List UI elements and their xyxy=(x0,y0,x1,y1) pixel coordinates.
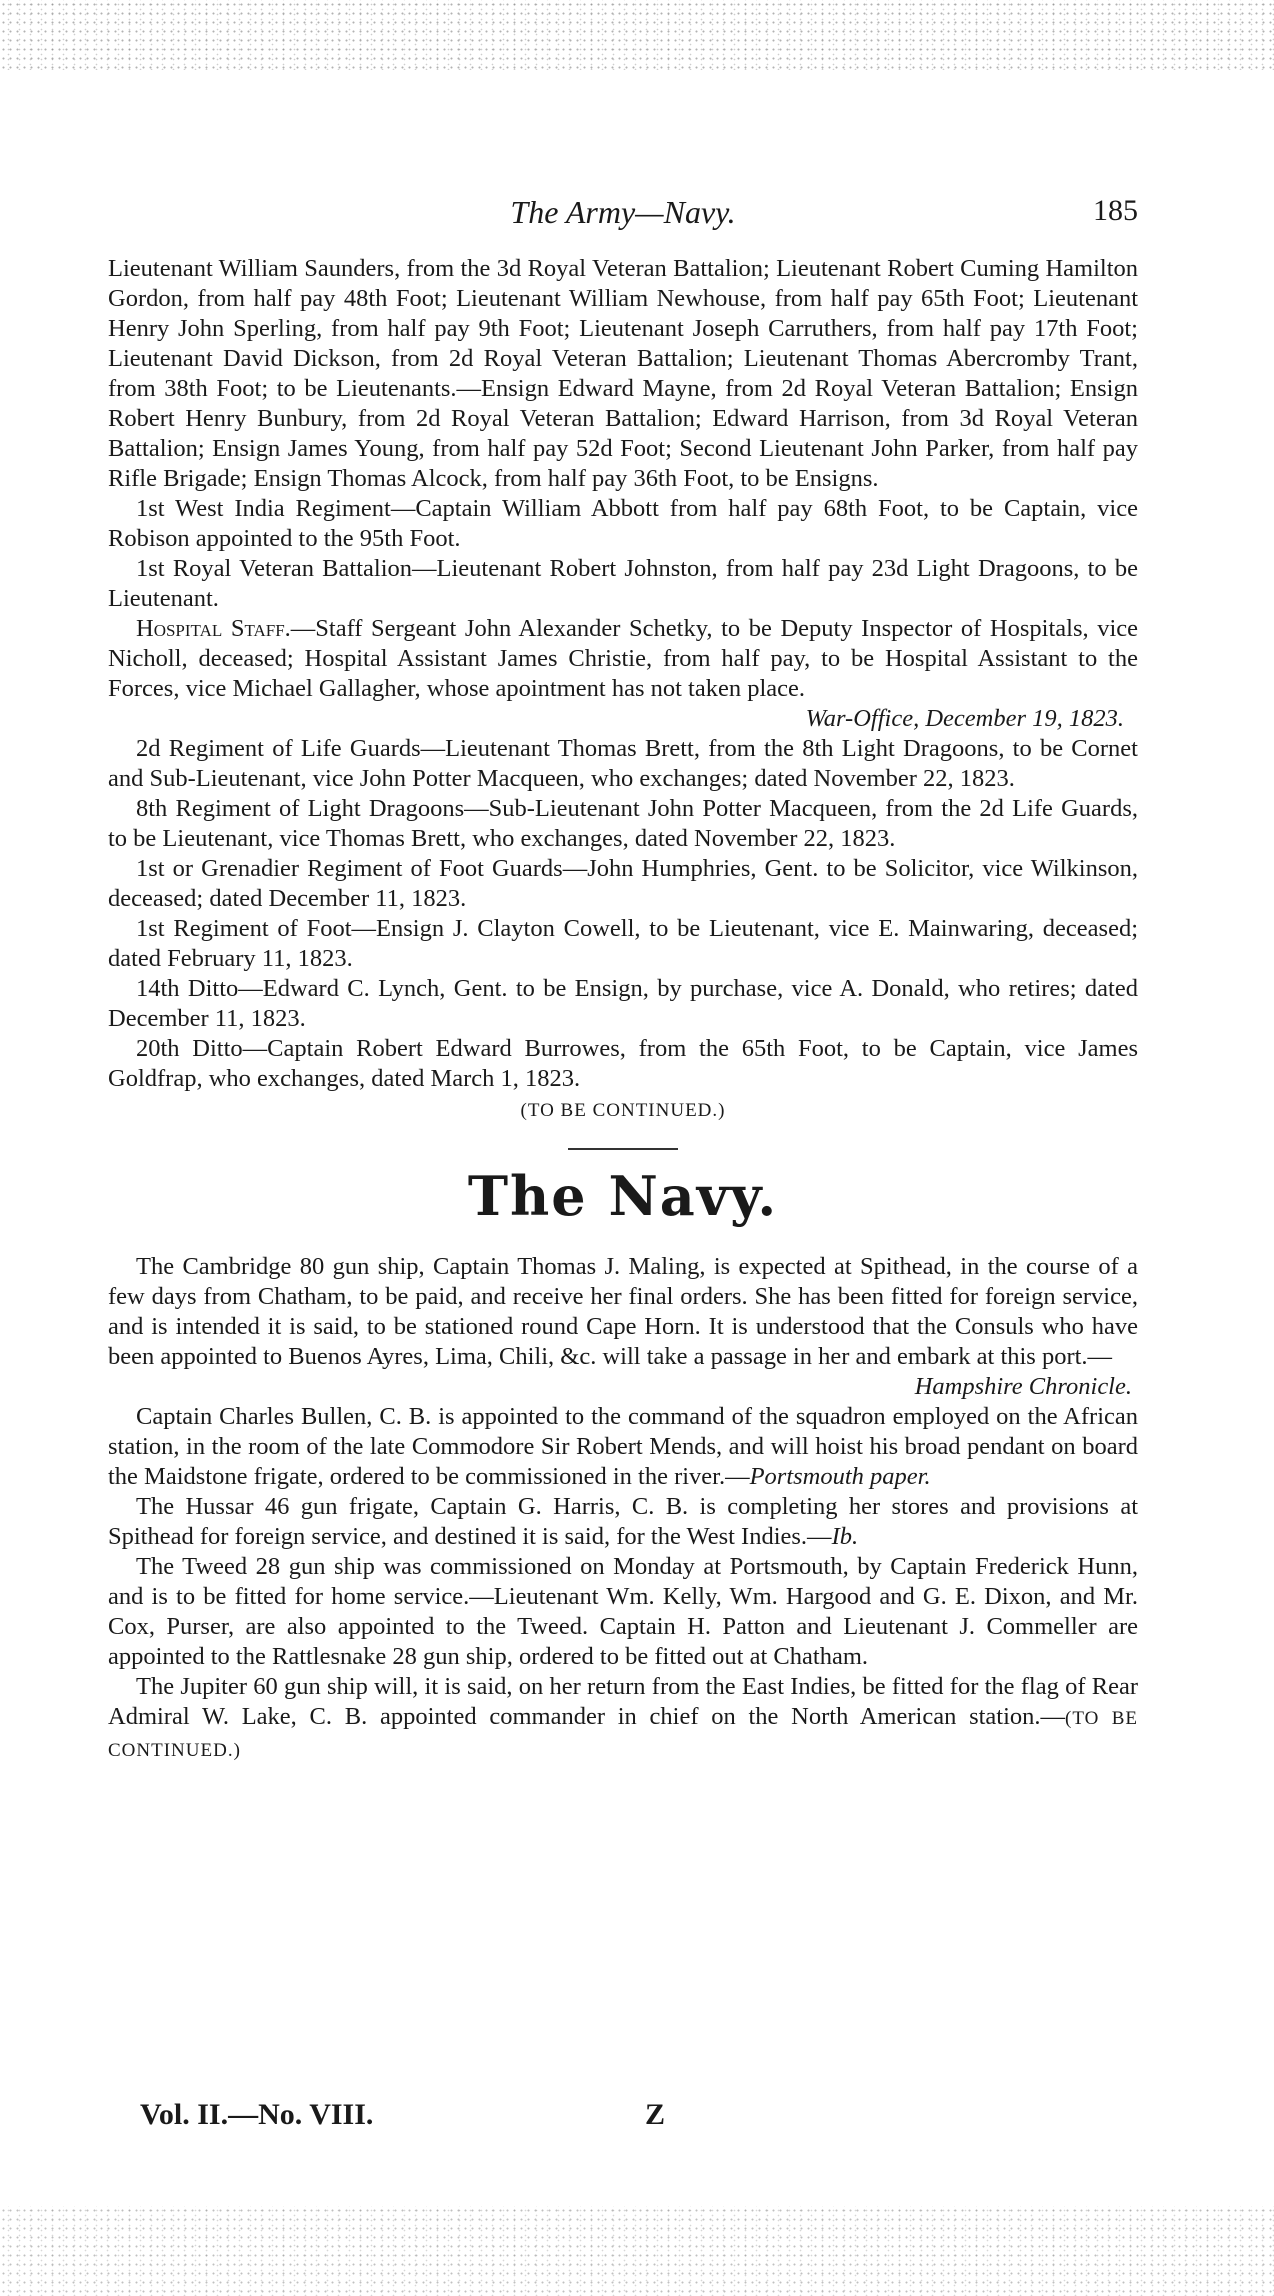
source-credit: Hampshire Chronicle. xyxy=(914,1373,1132,1400)
navy-heading: The Navy. xyxy=(467,1164,779,1228)
hospital-staff-paragraph xyxy=(108,614,1138,704)
navy-paragraph xyxy=(108,1672,1138,1766)
navy-paragraph-text: Captain Charles Bullen, C. B. is appointed to the command of the squadron employed on the African station, in the room of the late Commodore Sir Robert Mends, and will hoist his broad pendant on board the Maidstone frigate, ordered to be commissioned in the river.— xyxy=(108,1403,1138,1490)
source-credit: Portsmouth paper. xyxy=(749,1463,931,1490)
navy-paragraph xyxy=(108,1402,1138,1492)
war-office-dateline: War-Office, December 19, 1823. xyxy=(805,705,1124,732)
running-head xyxy=(108,190,1138,240)
signature-mark: Z xyxy=(645,2098,666,2131)
section-divider xyxy=(568,1148,678,1150)
army-paragraph: 1st or Grenadier Regiment of Foot Guards—John Humphries, Gent. to be Solicitor, vice Wilkinson, deceased; dated December 11, 1823. xyxy=(108,855,1138,912)
army-paragraph: 1st West India Regiment—Captain William Abbott from half pay 68th Foot, to be Captain, vice Robison appointed to the 95th Foot. xyxy=(108,495,1138,552)
navy-paragraph: The Tweed 28 gun ship was commissioned on Monday at Portsmouth, by Captain Frederick Hunn, and is to be fitted for home service.—Lieutenant Wm. Kelly, Wm. Hargood and G. E. Dixon, and Mr. Cox, Purser, are also appointed to the Tweed. Captain H. Patton and Lieutenant J. Commeller are appointed to the Rattlesnake 28 gun ship, ordered to be fitted out at Chatham. xyxy=(108,1553,1138,1670)
source-credit: Ib. xyxy=(831,1523,859,1550)
running-title: The Army—Navy. xyxy=(510,194,736,230)
hospital-staff-label: Hospital Staff. xyxy=(136,615,291,642)
army-paragraph: 8th Regiment of Light Dragoons—Sub-Lieutenant John Potter Macqueen, from the 2d Life Guards, to be Lieutenant, vice Thomas Brett, who exchanges, dated November 22, 1823. xyxy=(108,795,1138,852)
scan-noise-top xyxy=(0,0,1274,70)
army-paragraph: 2d Regiment of Life Guards—Lieutenant Thomas Brett, from the 8th Light Dragoons, to be Cornet and Sub-Lieutenant, vice John Potter Macqueen, who exchanges; dated November 22, 1823. xyxy=(108,735,1138,792)
navy-paragraph-text: The Jupiter 60 gun ship will, it is said, on her return from the East Indies, be fitted for the flag of Rear Admiral W. Lake, C. B. appointed commander in chief on the North American station.— xyxy=(108,1673,1138,1730)
army-paragraph: 14th Ditto—Edward C. Lynch, Gent. to be Ensign, by purchase, vice A. Donald, who retires; dated December 11, 1823. xyxy=(108,975,1138,1032)
volume-number: Vol. II.—No. VIII. xyxy=(140,2098,374,2131)
navy-paragraph xyxy=(108,1492,1138,1552)
to-be-continued: (TO BE CONTINUED.) xyxy=(520,1100,726,1121)
navy-paragraph-text: The Hussar 46 gun frigate, Captain G. Harris, C. B. is completing her stores and provisions at Spithead for foreign service, and destined it is said, for the West Indies.— xyxy=(108,1493,1138,1550)
hospital-staff-text: —Staff Sergeant John Alexander Schetky, to be Deputy Inspector of Hospitals, vice Nicholl, deceased; Hospital Assistant James Christie, from half pay, to be Hospital Assistant to the Forces, vice Michael Gallagher, whose apointment has not taken place. xyxy=(108,615,1138,702)
army-paragraph: Lieutenant William Saunders, from the 3d Royal Veteran Battalion; Lieutenant Robert Cuming Hamilton Gordon, from half pay 48th Foot; Lieutenant William Newhouse, from half pay 65th Foot; Lieutenant Henry John Sperling, from half pay 9th Foot; Lieutenant Joseph Carruthers, from half pay 17th Foot; Lieutenant David Dickson, from 2d Royal Veteran Battalion; Lieutenant Thomas Abercromby Trant, from 38th Foot; to be Lieutenants.—Ensign Edward Mayne, from 2d Royal Veteran Battalion; Ensign Robert Henry Bunbury, from 2d Royal Veteran Battalion; Edward Harrison, from 3d Royal Veteran Battalion; Ensign James Young, from half pay 52d Foot; Second Lieutenant John Parker, from half pay Rifle Brigade; Ensign Thomas Alcock, from half pay 36th Foot, to be Ensigns. xyxy=(108,255,1138,492)
army-paragraph: 20th Ditto—Captain Robert Edward Burrowes, from the 65th Foot, to be Captain, vice James Goldfrap, who exchanges, dated March 1, 1823. xyxy=(108,1035,1138,1092)
army-paragraph: 1st Royal Veteran Battalion—Lieutenant Robert Johnston, from half pay 23d Light Dragoons, to be Lieutenant. xyxy=(108,555,1138,612)
navy-section xyxy=(108,1166,1138,1766)
to-be-continued: (TO BE CONTINUED.) xyxy=(108,1708,1138,1761)
page-number: 185 xyxy=(1093,194,1138,227)
army-section xyxy=(108,254,1138,1126)
scan-noise-bottom xyxy=(0,2206,1274,2296)
page-footer xyxy=(140,2098,860,2134)
army-paragraph: 1st Regiment of Foot—Ensign J. Clayton Cowell, to be Lieutenant, vice E. Mainwaring, deceased; dated February 11, 1823. xyxy=(108,915,1138,972)
document-page xyxy=(108,190,1138,1766)
navy-paragraph: The Cambridge 80 gun ship, Captain Thomas J. Maling, is expected at Spithead, in the course of a few days from Chatham, to be paid, and receive her final orders. She has been fitted for foreign service, and is intended it is said, to be stationed round Cape Horn. It is understood that the Consuls who have been appointed to Buenos Ayres, Lima, Chili, &c. will take a passage in her and embark at this port.— xyxy=(108,1253,1138,1370)
